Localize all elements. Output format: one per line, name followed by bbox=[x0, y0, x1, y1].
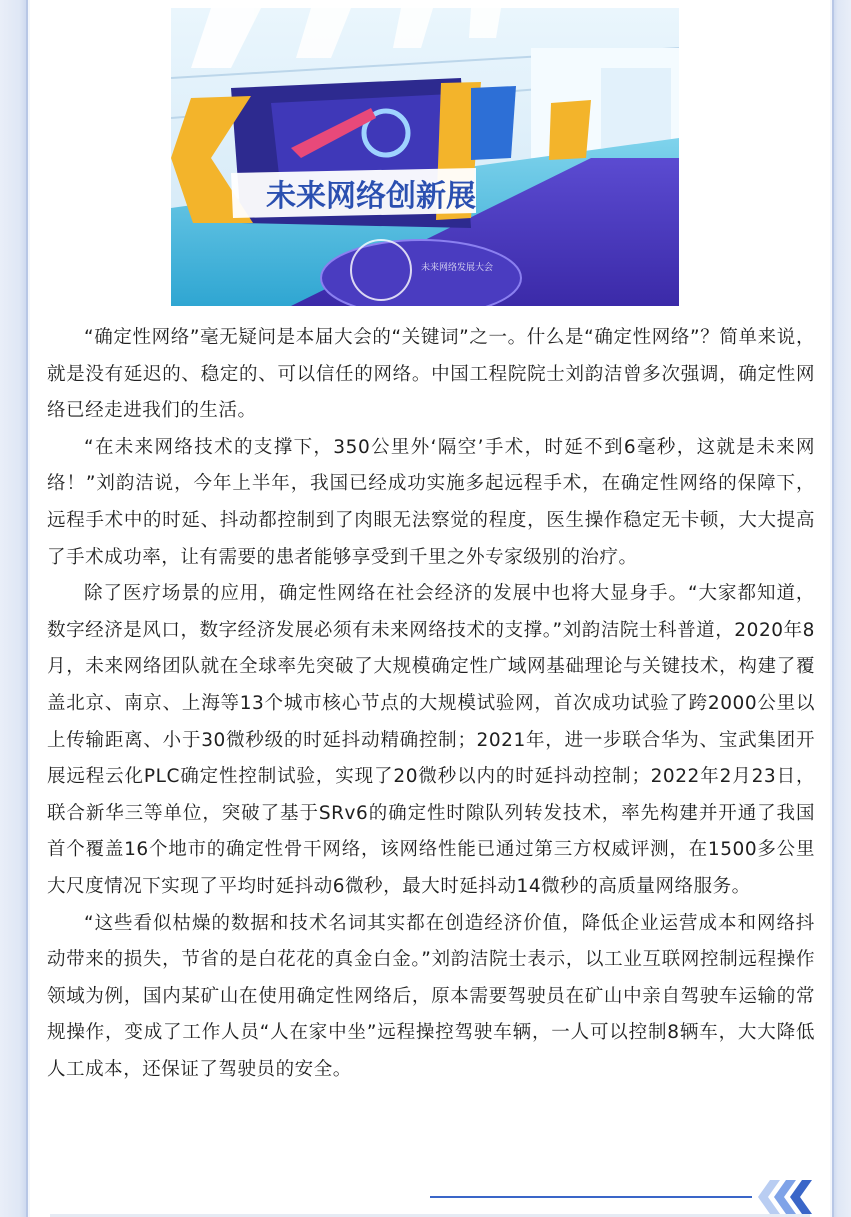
paragraph-3: 除了医疗场景的应用，确定性网络在社会经济的发展中也将大显身手。“大家都知道，数字经济是风口，数字经济发展必须有未来网络技术的支撑。”刘韵洁院士科普道，2020年8月，未来网络团队就在全球率先突破了大规模确定性广域网基础理论与关键技术，构建了覆盖北京、南京、上海等13个城市核心节点的大规模试验网，首次成功试验了跨2000公里以上传输距离、小于30微秒级的时延抖动精确控制；2021年，进一步联合华为、宝武集团开展远程云化PLC确定性控制试验，实现了20微秒以内的时延抖动控制；2022年2月23日，联合新华三等单位，突破了基于SRv6的确定性时隙队列转发技术，率先构建并开通了我国首个覆盖16个地市的确定性骨干网络，该网络性能已通过第三方权威评测，在1500多公里大尺度情况下实现了平均时延抖动6微秒，最大时延抖动14微秒的高质量网络服务。 bbox=[47, 583, 815, 897]
sign-text: 未来网络创新展 bbox=[266, 179, 476, 214]
paragraph-2: “在未来网络技术的支撑下，350公里外‘隔空’手术，时延不到6毫秒，这就是未来网络！”刘韵洁说，今年上半年，我国已经成功实施多起远程手术，在确定性网络的保障下，远程手术中的时延、抖动都控制到了肉眼无法察觉的程度，医生操作稳定无卡顿，大大提高了手术成功率，让有需要的患者能够享受到千里之外专家级别的治疗。 bbox=[47, 436, 815, 568]
floor-logo-text: 未来网络发展大会 bbox=[421, 263, 494, 273]
article-body bbox=[47, 320, 815, 1088]
paragraph-4: “这些看似枯燥的数据和技术名词其实都在创造经济价值，降低企业运营成本和网络抖动带来的损失，节省的是白花花的真金白金。”刘韵洁院士表示，以工业互联网控制远程操作领域为例，国内某矿山在使用确定性网络后，原本需要驾驶员在矿山中亲自驾驶车运输的常规操作，变成了工作人员“人在家中坐”远程操控驾驶车辆，一人可以控制8辆车，大大降低人工成本，还保证了驾驶员的安全。 bbox=[47, 912, 815, 1080]
exhibition-hall-illustration bbox=[171, 8, 679, 306]
footer-divider bbox=[430, 1196, 752, 1198]
right-border-decoration bbox=[832, 0, 851, 1217]
left-border-decoration bbox=[0, 0, 28, 1217]
paragraph-1: “确定性网络”毫无疑问是本届大会的“关键词”之一。什么是“确定性网络”？简单来说，就是没有延迟的、稳定的、可以信任的网络。中国工程院院士刘韵洁曾多次强调，确定性网络已经走进我们的生活。 bbox=[47, 327, 815, 422]
exhibition-photo bbox=[171, 8, 679, 306]
chevron-arrows-icon bbox=[748, 1180, 818, 1214]
